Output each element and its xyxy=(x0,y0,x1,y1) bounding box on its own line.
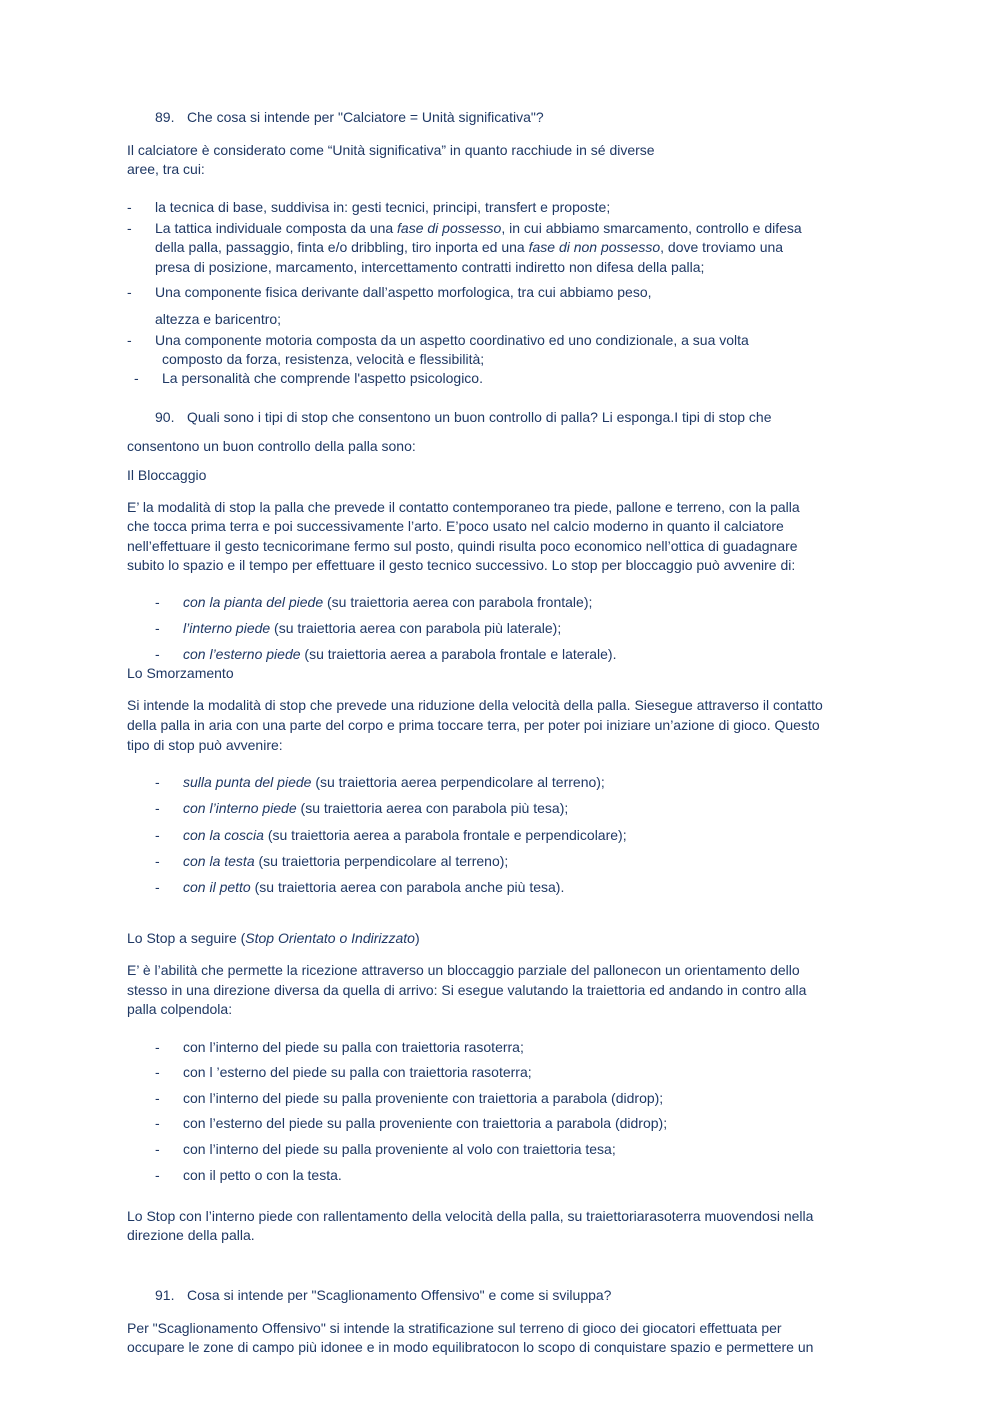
question-number: 89. xyxy=(155,109,175,125)
paragraph-line: direzione della palla. xyxy=(127,1227,255,1243)
text-run: , in cui abbiamo smarcamento, controllo e difesa xyxy=(501,220,802,236)
bullet-marker: - xyxy=(155,853,160,869)
list-item: con l ’esterno del piede su palla con traiettoria rasoterra; xyxy=(183,1064,532,1080)
paragraph-line: Il calciatore è considerato come “Unità significativa” in quanto racchiude in sé diverse xyxy=(127,142,655,158)
paragraph-line: tipo di stop può avvenire: xyxy=(127,737,283,753)
text-run: (su traiettoria perpendicolare al terreno); xyxy=(254,853,509,869)
list-item: la tecnica di base, suddivisa in: gesti tecnici, principi, transfert e proposte; xyxy=(155,199,611,215)
list-item: con l’interno del piede su palla con traiettoria rasoterra; xyxy=(183,1039,524,1055)
emphasis-text: con il petto xyxy=(183,879,251,895)
text-run: (su traiettoria aerea con parabola più laterale); xyxy=(270,620,562,636)
question-title: Quali sono i tipi di stop che consentono un buon controllo di palla? Li esponga.I tipi di stop che xyxy=(187,409,772,425)
bullet-marker: - xyxy=(155,827,160,843)
list-item xyxy=(183,645,617,664)
list-item xyxy=(183,799,568,818)
list-item-continuation: presa di posizione, marcamento, intercettamento contratti indiretto non difesa della palla; xyxy=(155,259,705,275)
question-title: Cosa si intende per "Scaglionamento Offensivo" e come si sviluppa? xyxy=(187,1287,612,1303)
bullet-marker: - xyxy=(155,1064,160,1080)
bullet-marker: - xyxy=(155,1141,160,1157)
bullet-marker: - xyxy=(155,774,160,790)
list-item xyxy=(183,852,508,871)
paragraph-line: subito lo spazio e il tempo per effettuare il gesto tecnico successivo. Lo stop per bloccaggio può avvenire di: xyxy=(127,557,796,573)
emphasis-text: con l’esterno piede xyxy=(183,646,301,662)
list-item: con l’esterno del piede su palla proveniente con traiettoria a parabola (didrop); xyxy=(183,1115,668,1131)
paragraph-line: stesso in una direzione diversa da quella di arrivo: Si esegue valutando la traiettoria ed andando in contro alla xyxy=(127,982,807,998)
list-item: Una componente motoria composta da un aspetto coordinativo ed uno condizionale, a sua volta xyxy=(155,332,749,348)
text-run: Lo Stop a seguire ( xyxy=(127,930,246,946)
text-run: (su traiettoria aerea a parabola frontale e laterale). xyxy=(300,646,617,662)
emphasis-text: con l’interno piede xyxy=(183,800,297,816)
list-item: con il petto o con la testa. xyxy=(183,1167,342,1183)
paragraph-line: Per "Scaglionamento Offensivo" si intende la stratificazione sul terreno di gioco dei giocatori effettuata per xyxy=(127,1320,782,1336)
paragraph-line: Si intende la modalità di stop che prevede una riduzione della velocità della palla. Siesegue attraverso il contatto xyxy=(127,697,823,713)
list-item-continuation xyxy=(155,238,783,257)
list-item: con l’interno del piede su palla proveniente con traiettoria a parabola (didrop); xyxy=(183,1090,664,1106)
emphasis-text: Stop Orientato o Indirizzato xyxy=(245,930,415,946)
text-run: (su traiettoria aerea con parabola più tesa); xyxy=(296,800,569,816)
question-title: Che cosa si intende per "Calciatore = Unità significativa"? xyxy=(187,109,544,125)
bullet-marker: - xyxy=(155,1039,160,1055)
paragraph-line: E’ è l’abilità che permette la ricezione attraverso un bloccaggio parziale del pallonecon un orientamento dello xyxy=(127,962,800,978)
bullet-marker: - xyxy=(155,1115,160,1131)
question-90-heading xyxy=(155,408,772,427)
list-item: La personalità che comprende l'aspetto psicologico. xyxy=(162,370,483,386)
section-heading: Lo Smorzamento xyxy=(127,665,234,681)
list-item-continuation: composto da forza, resistenza, velocità e flessibilità; xyxy=(162,351,485,367)
text-run: (su traiettoria aerea a parabola frontale e perpendicolare); xyxy=(263,827,627,843)
bullet-marker: - xyxy=(127,220,132,236)
text-run: ) xyxy=(414,930,420,946)
paragraph-line: della palla in aria con una parte del corpo e prima toccare terra, per poter poi iniziare un’azione di gioco. Questo xyxy=(127,717,820,733)
text-run: (su traiettoria aerea perpendicolare al terreno); xyxy=(311,774,605,790)
text-run: della palla, passaggio, finta e/o dribbling, tiro inporta ed una xyxy=(155,239,529,255)
list-item: con l’interno del piede su palla proveniente al volo con traiettoria tesa; xyxy=(183,1141,616,1157)
paragraph-line: nell’effettuare il gesto tecnicorimane fermo sul posto, quindi risulta poco economico nell’ottica di guadagnare xyxy=(127,538,798,554)
list-item: Una componente fisica derivante dall’aspetto morfologica, tra cui abbiamo peso, xyxy=(155,284,652,300)
question-91-heading xyxy=(155,1286,611,1305)
section-heading: Il Bloccaggio xyxy=(127,467,207,483)
bullet-marker: - xyxy=(155,1167,160,1183)
text-run: La tattica individuale composta da una xyxy=(155,220,398,236)
bullet-marker: - xyxy=(155,879,160,895)
bullet-marker: - xyxy=(155,800,160,816)
bullet-marker: - xyxy=(155,620,160,636)
list-item xyxy=(183,619,561,638)
paragraph-line: aree, tra cui: xyxy=(127,161,205,177)
section-heading xyxy=(127,929,420,948)
bullet-marker: - xyxy=(127,332,132,348)
bullet-marker: - xyxy=(134,370,139,386)
bullet-marker: - xyxy=(155,1090,160,1106)
list-item xyxy=(183,593,592,612)
emphasis-text: sulla punta del piede xyxy=(183,774,312,790)
paragraph-line: consentono un buon controllo della palla sono: xyxy=(127,438,416,454)
emphasis-text: con la testa xyxy=(183,853,255,869)
bullet-marker: - xyxy=(155,594,160,610)
question-number: 91. xyxy=(155,1287,175,1303)
bullet-marker: - xyxy=(127,284,132,300)
text-run: , dove troviamo una xyxy=(660,239,784,255)
emphasis-text: fase di possesso xyxy=(397,220,502,236)
bullet-marker: - xyxy=(155,646,160,662)
paragraph-line: palla colpendola: xyxy=(127,1001,233,1017)
text-run: (su traiettoria aerea con parabola anche più tesa). xyxy=(250,879,565,895)
list-item xyxy=(183,773,605,792)
list-item xyxy=(155,219,802,238)
text-run: (su traiettoria aerea con parabola frontale); xyxy=(323,594,593,610)
emphasis-text: fase di non possesso xyxy=(528,239,661,255)
paragraph-line: E’ la modalità di stop la palla che prevede il contatto contemporaneo tra piede, pallone e terreno, con la palla xyxy=(127,499,800,515)
paragraph-line: che tocca prima terra e poi successivamente l’arto. E’poco usato nel calcio moderno in quanto il calciatore xyxy=(127,518,784,534)
list-item-continuation: altezza e baricentro; xyxy=(155,311,282,327)
emphasis-text: con la coscia xyxy=(183,827,264,843)
question-number: 90. xyxy=(155,409,175,425)
list-item xyxy=(183,878,564,897)
paragraph-line: occupare le zone di campo più idonee e in modo equilibratocon lo scopo di conquistare spazio e permettere un xyxy=(127,1339,814,1355)
paragraph-line: Lo Stop con l’interno piede con rallentamento della velocità della palla, su traiettoriarasoterra muovendosi nella xyxy=(127,1208,814,1224)
bullet-marker: - xyxy=(127,199,132,215)
question-89-heading xyxy=(155,108,544,127)
emphasis-text: l’interno piede xyxy=(183,620,271,636)
list-item xyxy=(183,826,627,845)
emphasis-text: con la pianta del piede xyxy=(183,594,324,610)
